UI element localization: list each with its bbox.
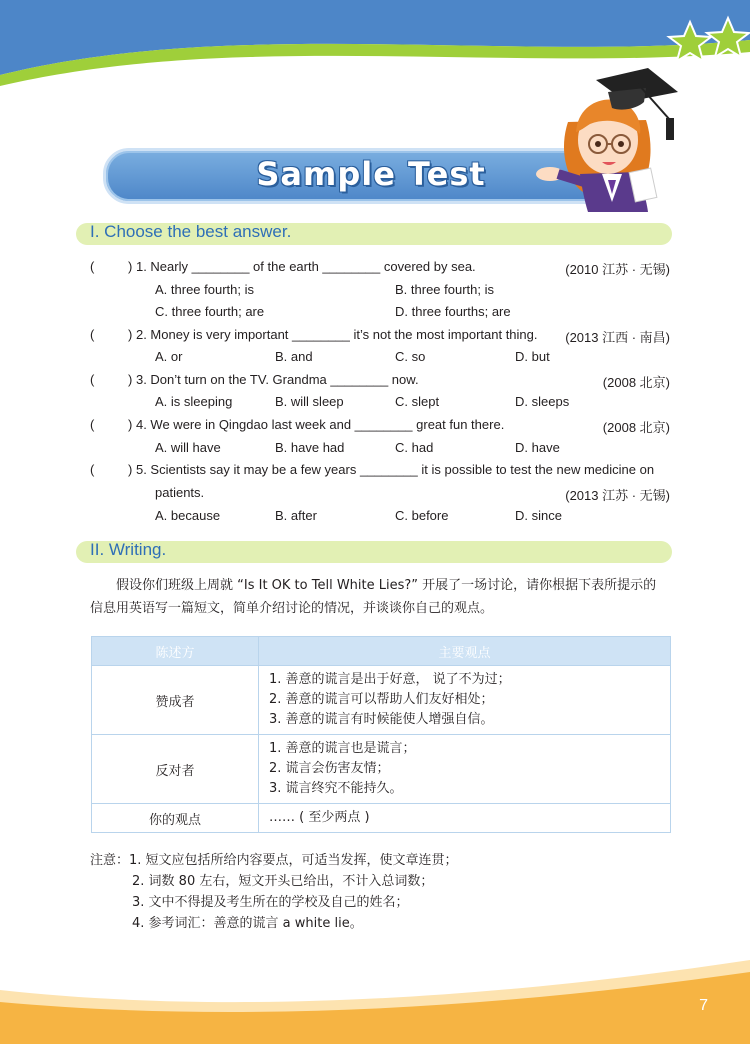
column-header: 陈述方 [92,637,259,666]
column-header: 主要观点 [259,637,671,666]
note-line: 2. 词数 80 左右，短文开头已给出，不计入总词数； [132,874,434,889]
point: 1. 善意的谎言是出于好意， 说了不为过； [269,672,511,687]
table-cell-points [259,804,671,833]
question-1: ) 1. Nearly ________ of the earth ________ covered by sea. [128,259,476,274]
point: 1. 善意的谎言也是谎言； [269,741,416,756]
table-cell-side: 反对者 [92,735,259,804]
question-5-continued: patients. [155,485,205,500]
option: B. after [275,508,317,523]
option: B. three fourth; is [395,282,494,297]
option: A. is sleeping [155,394,233,409]
table-cell-points [259,735,671,804]
note-line: 4. 参考词汇：善意的谎言 a white lie。 [132,916,363,931]
prompt-line-1: 假设你们班级上周就 “Is It OK to Tell White Lies?” 开展了一场讨论，请你根据下表所提示的 [116,578,657,593]
option: C. slept [395,394,440,409]
question-5: ) 5. Scientists say it may be a few years ________ it is possible to test the new medicine on [128,462,655,477]
page-title: Sample Test [256,155,486,193]
option: D. sleeps [515,394,570,409]
question-source: (2013 江西 · 南昌) [565,330,670,345]
option: D. have [515,440,560,455]
answer-blank: ( [90,462,95,477]
option: B. have had [275,440,345,455]
table-row [92,666,671,735]
table-row [92,735,671,804]
question-4: ) 4. We were in Qingdao last week and ________ great fun there. [128,417,505,432]
question-3: ) 3. Don’t turn on the TV. Grandma ________ now. [128,372,419,387]
option: D. but [515,349,550,364]
teacher-illustration [528,62,688,212]
option: B. will sleep [275,394,344,409]
section-title: II. Writing. [90,540,167,559]
point: 2. 善意的谎言可以帮助人们友好相处； [269,692,494,707]
question-source: (2010 江苏 · 无锡) [565,262,670,277]
question-source: (2008 北京) [602,375,670,390]
option: A. three fourth; is [155,282,254,297]
section-title: I. Choose the best answer. [90,222,292,241]
answer-blank: ( [90,417,95,432]
point: 2. 谎言会伤害友情； [269,761,390,776]
page-number: 7 [699,997,708,1014]
point: …… ( 至少两点 ) [269,810,370,825]
section-header-writing [76,541,672,563]
answer-blank: ( [90,259,95,274]
writing-prompt [90,574,675,597]
option: D. three fourths; are [395,304,511,319]
table-row [92,804,671,833]
table-cell-side: 赞成者 [92,666,259,735]
table-cell-side: 你的观点 [92,804,259,833]
opinion-table [91,636,671,833]
note-line: 注意：1. 短文应包括所给内容要点，可适当发挥，使文章连贯； [90,853,458,868]
option: D. since [515,508,562,523]
notes [90,850,458,934]
option: C. so [395,349,426,364]
point: 3. 善意的谎言有时候能使人增强自信。 [269,712,494,727]
option: A. because [155,508,221,523]
question-2: ) 2. Money is very important ________ it’s not the most important thing. [128,327,538,342]
section-header-choose [76,223,672,245]
note-line: 3. 文中不得提及考生所在的学校及自己的姓名； [132,895,409,910]
table-header-row [92,637,671,666]
option: C. had [395,440,434,455]
option: C. three fourth; are [155,304,265,319]
option: A. or [155,349,183,364]
option: A. will have [155,440,221,455]
option: B. and [275,349,313,364]
question-source: (2008 北京) [602,420,670,435]
answer-blank: ( [90,372,95,387]
writing-prompt-line-2: 信息用英语写一篇短文，简单介绍讨论的情况，并谈谈你自己的观点。 [90,601,494,616]
point: 3. 谎言终究不能持久。 [269,781,403,796]
answer-blank: ( [90,327,95,342]
option: C. before [395,508,449,523]
question-source: (2013 江苏 · 无锡) [565,488,670,503]
table-cell-points [259,666,671,735]
footer-wave [0,940,750,1044]
